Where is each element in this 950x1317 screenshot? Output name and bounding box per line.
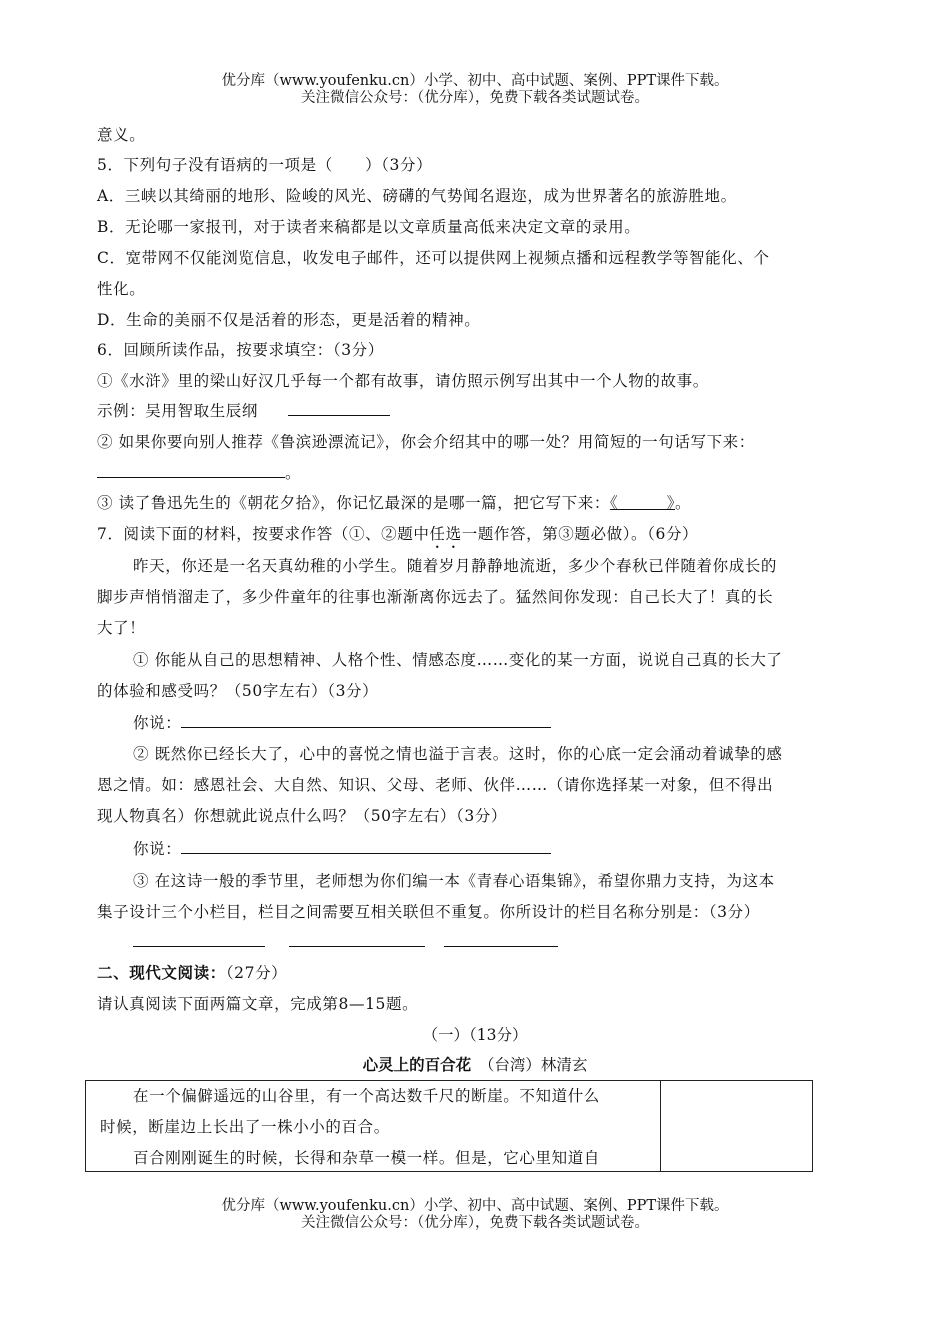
q7-stem-emphasis-2: 选 <box>445 525 462 543</box>
page-footer <box>0 1198 950 1232</box>
q7-column-blank-2[interactable] <box>289 932 425 947</box>
box-divider <box>660 1081 661 1171</box>
q7-sub2-line2: 恩之情。如：感恩社会、大自然、知识、父母、老师、伙伴……（请你选择某一对象，但不得出 <box>97 776 774 794</box>
q6-sub2-answer-line <box>97 463 301 483</box>
article-heading <box>0 1055 950 1075</box>
q7-sub2-line1: ② 既然你已经长大了，心中的喜悦之情也溢于言表。这时，你的心底一定会涌动着诚挚的感 <box>133 745 783 763</box>
q7-column-blank-1[interactable] <box>133 932 265 947</box>
q7-sub3-line2: 集子设计三个小栏目，栏目之间需要互相关联但不重复。你所设计的栏目名称分别是：（3分） <box>97 903 760 921</box>
section2-score: （27分） <box>225 964 288 982</box>
footer-line-2: 关注微信公众号：（优分库），免费下载各类试题试卷。 <box>301 1215 649 1231</box>
q7-passage-line3: 大了！ <box>97 619 146 637</box>
q7-you-say-2-label: 你说： <box>133 840 182 858</box>
q6-sub3-book-blank[interactable]: 《 》 <box>609 494 675 512</box>
article-author: （台湾）林清玄 <box>478 1056 588 1074</box>
q6-stem: 6．回顾所读作品，按要求填空：（3分） <box>97 341 384 359</box>
footer-line-1: 优分库（www.youfenku.cn）小学、初中、高中试题、案例、PPT课件下载。 <box>221 1198 729 1214</box>
q6-sub2-end: 。 <box>285 464 302 482</box>
q7-you-say-2 <box>133 839 551 859</box>
q6-sub3-line <box>97 493 691 513</box>
q7-passage-line2: 脚步声悄悄溜走了，多少件童年的往事也渐渐离你远去了。猛然间你发现：自己长大了！真的长 <box>97 588 774 606</box>
part-one-label: （一）（13分） <box>422 1026 528 1044</box>
q7-stem <box>97 524 698 544</box>
q7-column-blank-3[interactable] <box>444 932 558 947</box>
q6-sub2: ② 如果你要向别人推荐《鲁滨逊漂流记》，你会介绍其中的哪一处？用简短的一句话写下来： <box>97 433 755 451</box>
page-header <box>0 73 950 107</box>
q6-answer-blank-1[interactable] <box>288 401 390 416</box>
q7-column-blanks <box>133 932 558 952</box>
section2-title: 二、现代文阅读： <box>97 964 226 982</box>
article-title: 心灵上的百合花 <box>362 1056 472 1074</box>
article-body-line1: 在一个偏僻遥远的山谷里，有一个高达数千尺的断崖。不知道什么 <box>133 1087 600 1105</box>
article-box <box>85 1080 813 1172</box>
q7-sub1-line1: ① 你能从自己的思想精神、人格个性、情感态度……变化的某一方面，说说自己真的长大了 <box>133 651 783 669</box>
q4-tail: 意义。 <box>97 126 146 144</box>
q6-sub3-end: 。 <box>675 494 692 512</box>
q7-sub3-line1: ③ 在这诗一般的季节里，老师想为你们编一本《青春心语集锦》，希望你鼎力支持，为这本 <box>133 872 775 890</box>
q6-sub1: ①《水浒》里的梁山好汉几乎每一个都有故事，请仿照示例写出其中一个人物的故事。 <box>97 372 709 390</box>
q7-you-say-1-label: 你说： <box>133 714 182 732</box>
q6-example: 示例：吴用智取生辰纲 <box>97 402 259 420</box>
q5-option-c-line1: C．宽带网不仅能浏览信息，收发电子邮件，还可以提供网上视频点播和远程教学等智能化、个 <box>97 249 770 267</box>
q7-you-say-1 <box>133 713 551 733</box>
section2-heading <box>97 963 287 983</box>
article-body-line2: 时候，断崖边上长出了一株小小的百合。 <box>100 1118 390 1136</box>
q5-option-d: D．生命的美丽不仅是活着的形态，更是活着的精神。 <box>97 311 481 329</box>
q5-option-a: A．三峡以其绮丽的地形、险峻的风光、磅礴的气势闻名遐迩，成为世界著名的旅游胜地。 <box>97 187 737 205</box>
q7-stem-a: 7．阅读下面的材料，按要求作答（①、②题中 <box>97 525 430 543</box>
section2-instruction: 请认真阅读下面两篇文章，完成第8—15题。 <box>97 995 419 1013</box>
q5-stem: 5．下列句子没有语病的一项是（ ）（3分） <box>97 156 433 174</box>
q5-option-c-line2: 性化。 <box>97 280 146 298</box>
q7-stem-emphasis-1: 任 <box>429 525 446 543</box>
q7-sub1-line2: 的体验和感受吗？（50字左右）（3分） <box>97 682 379 700</box>
q7-stem-b: 一题作答，第③题必做）。（6分） <box>461 525 699 543</box>
q6-sub3: ③ 读了鲁迅先生的《朝花夕拾》，你记忆最深的是哪一篇，把它写下来： <box>97 494 610 512</box>
q7-sub2-line3: 现人物真名）你想就此说点什么吗？（50字左右）（3分） <box>97 807 508 825</box>
q7-answer-blank-1[interactable] <box>181 713 551 728</box>
header-line-2: 关注微信公众号：（优分库），免费下载各类试题试卷。 <box>301 90 649 106</box>
q6-example-line <box>97 401 390 421</box>
q5-option-b: B．无论哪一家报刊，对于读者来稿都是以文章质量高低来决定文章的录用。 <box>97 218 641 236</box>
q7-passage-line1: 昨天，你还是一名天真幼稚的小学生。随着岁月静静地流逝，多少个春秋已伴随着你成长的 <box>133 557 778 575</box>
q7-answer-blank-2[interactable] <box>181 839 551 854</box>
q6-answer-blank-2[interactable] <box>97 463 285 478</box>
article-body-line3: 百合刚刚诞生的时候，长得和杂草一模一样。但是，它心里知道自 <box>133 1149 600 1167</box>
header-line-1: 优分库（www.youfenku.cn）小学、初中、高中试题、案例、PPT课件下载。 <box>221 73 729 89</box>
